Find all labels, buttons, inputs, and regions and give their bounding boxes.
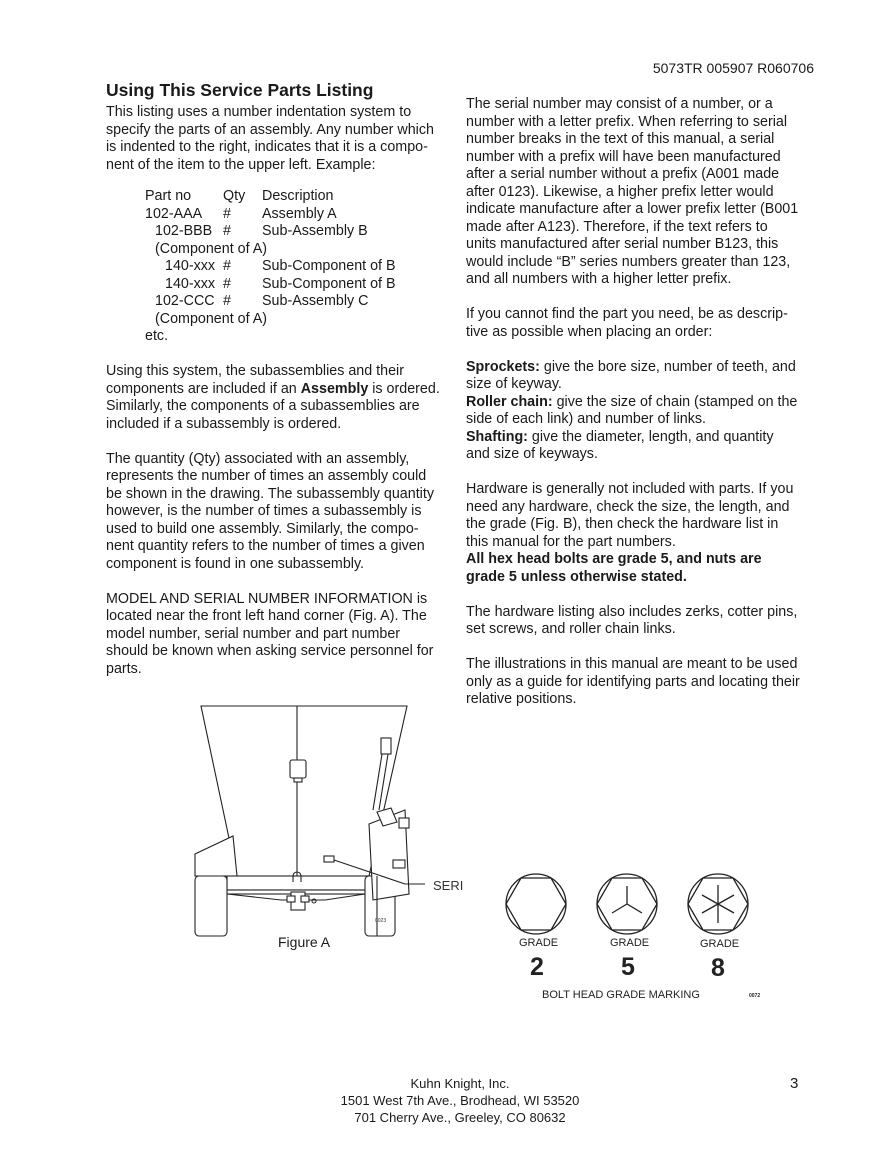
hardware-paragraph: Hardware is generally not included with parts. If you need any hardware, check the size, the length, and the grade (Fig. B), then check the hardware list in this manual for the part numbers. All hex head bolts are grade 5, and nuts are grade 5 unless otherwise stated. (466, 481, 794, 585)
table-row: 102-AAA # Assembly A (145, 205, 337, 222)
table-row-note: (Component of A) (155, 310, 268, 327)
roller-chain-label: Roller chain: (466, 393, 553, 410)
figure-a-drawing (193, 704, 464, 936)
sprockets-label: Sprockets: (466, 358, 540, 375)
illustrations-paragraph: The illustrations in this manual are meant to be used only as a guide for identifying parts and locating their relative positions. (466, 656, 800, 707)
hardware-listing-paragraph: The hardware listing also includes zerks, cotter pins, set screws, and roller chain links. (466, 603, 798, 637)
quantity-paragraph: The quantity (Qty) associated with an assembly, represents the number of times an assembly could be shown in the drawing. The subassembly quantity however, is the number of times a subassembly is used to build one assembly. Similarly, the compo- nent quantity refers to the number of times a given component is found in one subassembly. (106, 450, 434, 572)
left-column (106, 80, 450, 678)
bolt-grade-note: All hex head bolts are grade 5, and nuts are (466, 551, 762, 567)
table-etc: etc. (145, 328, 169, 344)
figure-code: 0072 (749, 993, 761, 999)
model-serial-paragraph: MODEL AND SERIAL NUMBER INFORMATION is located near the front left hand corner (Fig. A). The model number, serial number and part number should be known when asking service personnel for parts. (106, 590, 434, 677)
grade-8-label: GRADE (700, 938, 740, 950)
serial-callout-label: SERI (433, 878, 464, 893)
figure-a-caption: Figure A (278, 934, 331, 950)
serial-number-paragraph: The serial number may consist of a number, or a number with a letter prefix. When referring to serial number breaks in the text of this manual, a serial number with a prefix will have been manufactured after a serial number without a prefix (A001 made after 0123). Likewise, a higher prefix letter would indicate manufacture after a lower prefix letter (B001 made after A123). Therefore, if the text refers to units manufactured after serial number B123, this would include “B” series numbers greater than 123, and all numbers with a higher letter prefix. (466, 96, 799, 287)
plate-code: 0023 (375, 918, 387, 924)
bolt-grade-caption: BOLT HEAD GRADE MARKING (542, 989, 700, 1001)
parts-example-table (145, 188, 450, 346)
subassembly-paragraph: Using this system, the subassemblies and their components are included if an Assembly is ordered. Similarly, the components of a subassemblies are included if a subassembly is ordered. (106, 363, 440, 432)
bolt-grade-note: grade 5 unless otherwise stated. (466, 568, 687, 585)
grade-2-label: GRADE (519, 937, 559, 949)
document-id: 5073TR 005907 R060706 (652, 60, 814, 76)
grade-8-number: 8 (711, 954, 725, 982)
table-row: 102-BBB # Sub-Assembly B (155, 223, 368, 239)
table-header-row: Part no Qty Description (145, 188, 334, 204)
assembly-emphasis: Assembly (300, 380, 369, 397)
grade-2-number: 2 (530, 953, 544, 981)
table-row: 102-CCC # Sub-Assembly C (155, 293, 369, 309)
grade-8-bolt-head-icon (688, 874, 748, 934)
company-footer: Kuhn Knight, Inc. 1501 West 7th Ave., Brodhead, WI 53520 701 Cherry Ave., Greeley, CO 80632 (340, 1076, 580, 1125)
table-row: 140-xxx # Sub-Component of B (165, 258, 396, 274)
grade-5-number: 5 (621, 953, 635, 981)
grade-2-bolt-head-icon (506, 874, 566, 934)
section-heading: Using This Service Parts Listing (106, 80, 374, 100)
grade-5-bolt-head-icon (597, 874, 657, 934)
table-row-note: (Component of A) (155, 240, 268, 257)
table-row: 140-xxx # Sub-Component of B (165, 275, 396, 292)
ordering-paragraph: If you cannot find the part you need, be as descrip- tive as possible when placing an order: (466, 306, 788, 340)
grade-5-label: GRADE (610, 937, 650, 949)
right-column (466, 96, 816, 709)
page-number: 3 (790, 1075, 799, 1092)
intro-paragraph: This listing uses a number indentation system to specify the parts of an assembly. Any number which is indented to the right, indicates that it is a compo- nent of the item to the upper left. Example: (106, 104, 434, 173)
shafting-label: Shafting: (466, 428, 528, 445)
part-specs-paragraph: Sprockets: give the bore size, number of teeth, and size of keyway. Roller chain: give the size of chain (stamped on the side of each link) and number of links. Shafting: give the diameter, length, and quantity and size of keyways. (466, 358, 798, 462)
bolt-grade-figure (500, 868, 780, 1008)
